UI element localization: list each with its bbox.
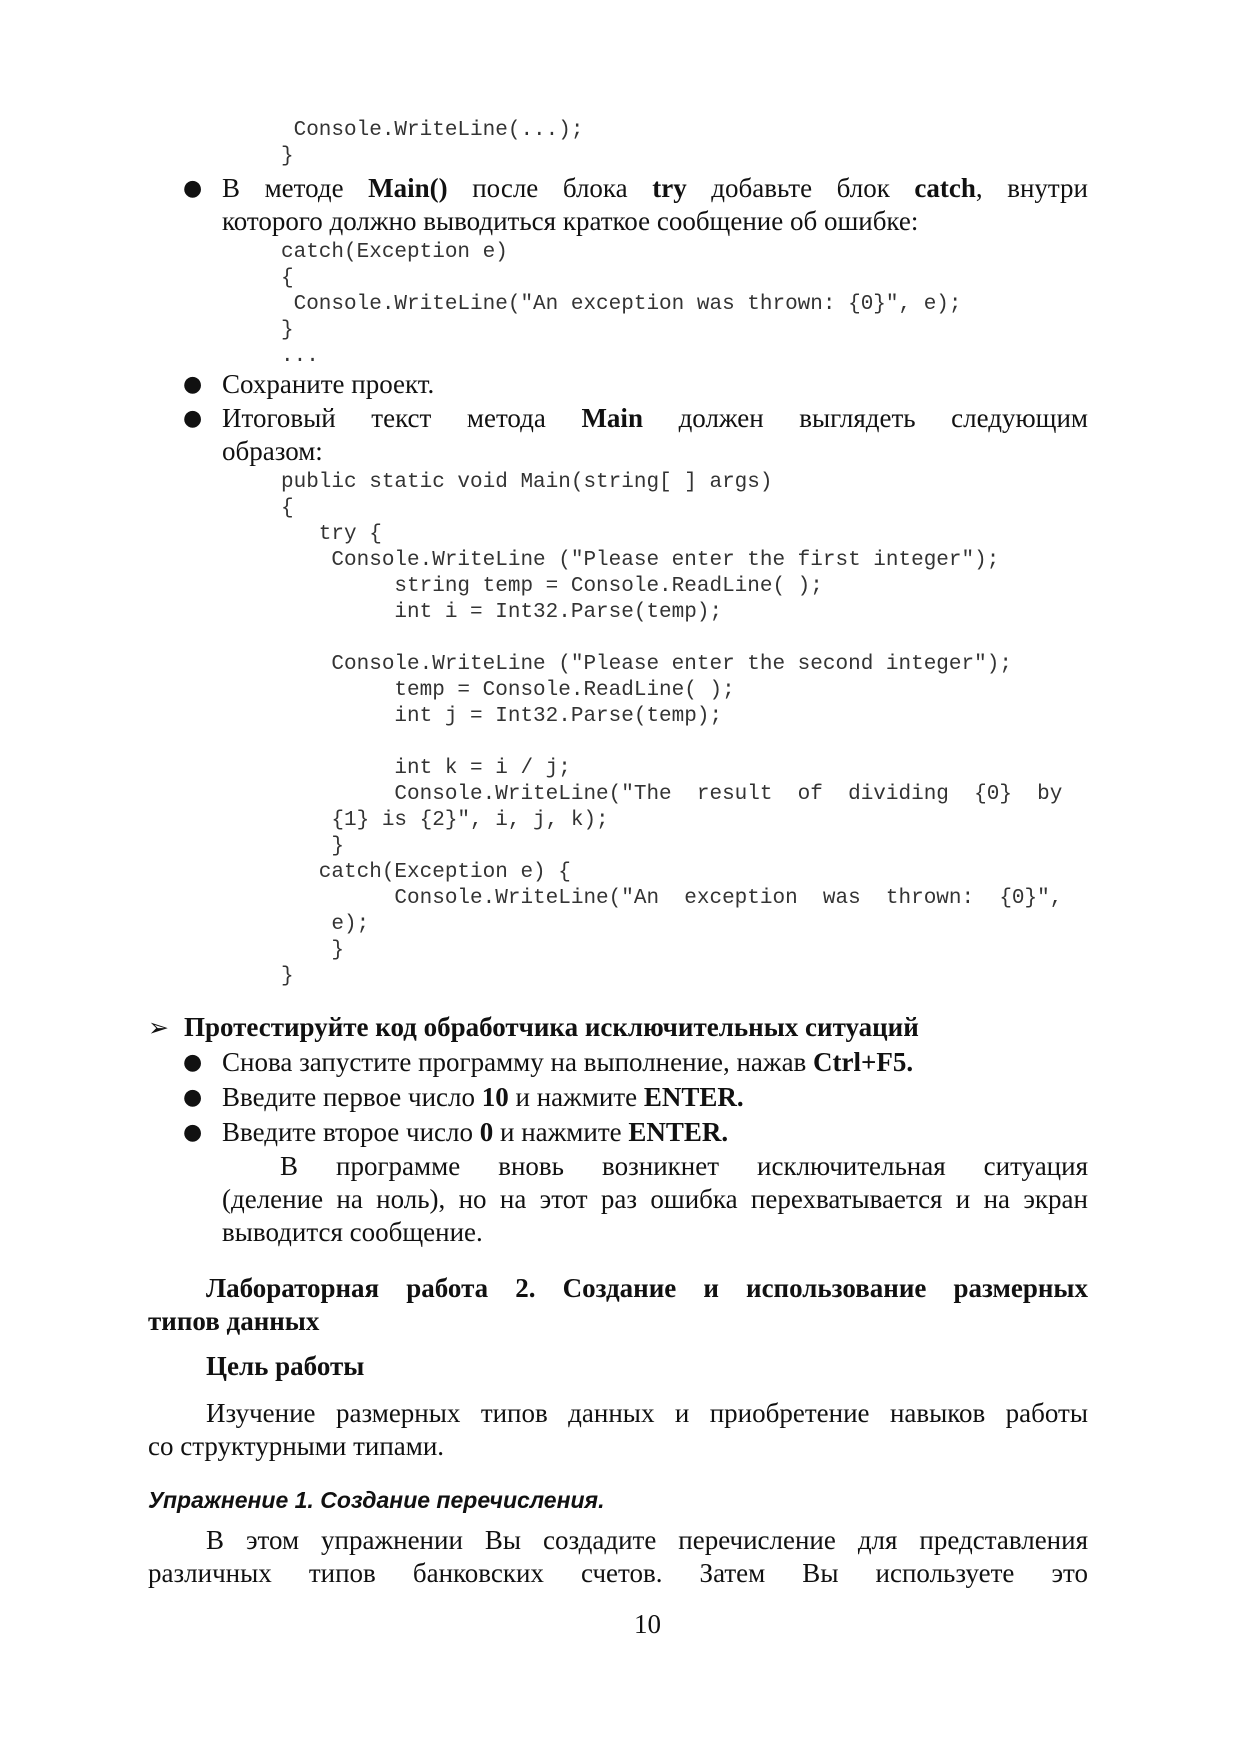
- code-line: }: [281, 965, 294, 988]
- bullet-text-line: Итоговый текст метода Main должен выглядеть следующим: [222, 403, 1088, 433]
- bullet-icon: ●: [183, 1085, 203, 1110]
- paragraph-line: В программе вновь возникнет исключительная ситуация: [280, 1151, 1088, 1181]
- code-line: Console.WriteLine("An exception was thrown: {0}", e);: [281, 293, 962, 316]
- section-heading: Протестируйте код обработчика исключительных ситуаций: [184, 1012, 919, 1042]
- bullet-text-line: Снова запустите программу на выполнение, нажав Ctrl+F5.: [222, 1047, 914, 1077]
- code-line: }: [281, 835, 345, 858]
- code-line: }: [281, 145, 294, 168]
- code-line: int j = Int32.Parse(temp);: [281, 705, 723, 728]
- code-line: int i = Int32.Parse(temp);: [281, 601, 723, 624]
- paragraph-line: В этом упражнении Вы создадите перечисление для представления: [206, 1525, 1088, 1555]
- code-line: Console.WriteLine ("Please enter the second integer");: [281, 653, 1012, 676]
- paragraph-line: Изучение размерных типов данных и приобретение навыков работы: [206, 1398, 1088, 1428]
- paragraph-line: различных типов банковских счетов. Затем Вы используете это: [148, 1558, 1088, 1588]
- paragraph-line: со структурными типами.: [148, 1431, 445, 1461]
- bullet-text-line: образом:: [222, 436, 323, 466]
- bullet-icon: ●: [183, 372, 203, 397]
- bullet-icon: ●: [183, 1050, 203, 1075]
- code-line: public static void Main(string[ ] args): [281, 471, 773, 494]
- arrow-bullet-icon: ➢: [148, 1013, 169, 1042]
- code-line: string temp = Console.ReadLine( );: [281, 575, 823, 598]
- page-number: 10: [634, 1609, 661, 1639]
- paragraph-line: выводится сообщение.: [222, 1217, 483, 1247]
- code-line: {: [281, 267, 294, 290]
- code-line: Console.WriteLine("An exception was thrown: {0}",: [281, 887, 1063, 910]
- code-line: }: [281, 319, 294, 342]
- bullet-text-line: которого должно выводиться краткое сообщение об ошибке:: [222, 206, 919, 236]
- lab-title: Лабораторная работа 2. Создание и использование размерных: [206, 1273, 1088, 1303]
- code-line: try {: [281, 523, 382, 546]
- bullet-text-line: Сохраните проект.: [222, 369, 435, 399]
- code-line: Console.WriteLine(...);: [281, 119, 584, 142]
- code-line: e);: [281, 913, 370, 936]
- lab-title: типов данных: [148, 1306, 320, 1336]
- code-line: catch(Exception e): [281, 241, 508, 264]
- code-line: Console.WriteLine ("Please enter the first integer");: [281, 549, 1000, 572]
- code-line: catch(Exception e) {: [281, 861, 571, 884]
- bullet-text-line: В методе Main() после блока try добавьте блок catch, внутри: [222, 173, 1089, 203]
- goal-heading: Цель работы: [206, 1351, 365, 1381]
- code-line: ...: [281, 345, 319, 368]
- code-line: }: [281, 939, 345, 962]
- code-line: int k = i / j;: [281, 757, 571, 780]
- code-line: {1} is {2}", i, j, k);: [281, 809, 609, 832]
- exercise-heading: Упражнение 1. Создание перечисления.: [148, 1487, 605, 1513]
- bullet-icon: ●: [183, 176, 203, 201]
- code-line: {: [281, 497, 294, 520]
- bullet-icon: ●: [183, 1120, 203, 1145]
- bullet-text-line: Введите второе число 0 и нажмите ENTER.: [222, 1117, 729, 1147]
- code-line: Console.WriteLine("The result of dividing {0} by: [281, 783, 1063, 806]
- bullet-text-line: Введите первое число 10 и нажмите ENTER.: [222, 1082, 744, 1112]
- bullet-icon: ●: [183, 406, 203, 431]
- paragraph-line: (деление на ноль), но на этот раз ошибка перехватывается и на экран: [222, 1184, 1088, 1214]
- code-line: temp = Console.ReadLine( );: [281, 679, 735, 702]
